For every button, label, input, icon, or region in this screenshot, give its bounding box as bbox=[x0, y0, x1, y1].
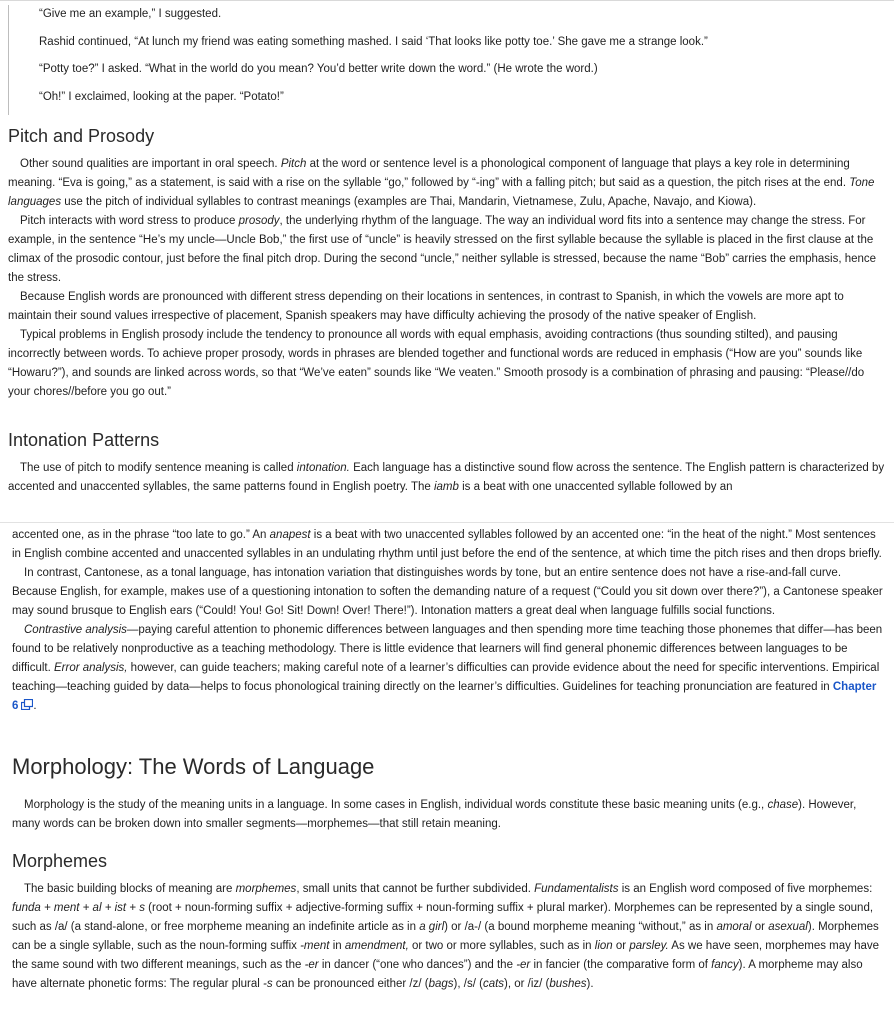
intonation-continued-body bbox=[12, 526, 884, 716]
paragraph: Because English words are pronounced with different stress depending on their locations in sentences, in contrast to Spanish, in which the vowels are more apt to maintain their sound values irrespective of placement, Spanish speakers may have difficulty achieving the prosody of the native speaker of English. bbox=[8, 291, 844, 322]
paragraph: Typical problems in English prosody include the tendency to pronounce all words with equal emphasis, avoiding contractions (thus sounding stilted), and pausing incorrectly between words. To achieve proper prosody, words in phrases are blended together and functional words are reduced in emphasis (“How are you” sounds like “Howaru?”), and sounds are linked across words, so that “We’ve eaten” sounds like “We veaten.” Smooth prosody is a combination of phrasing and pausing: “Please//do your chores//before you go out.” bbox=[8, 329, 865, 398]
intonation-section-body bbox=[8, 459, 886, 497]
dialogue-blockquote bbox=[8, 5, 894, 115]
paragraph: The basic building blocks of meaning are morphemes, small units that cannot be further subdivided. Fundamentalists is an English word composed of five morphemes: funda + ment + al + ist + s (root + noun-forming suffix + adjective-forming suffix + noun-forming suffix + plural marker). Morphemes can be represented by a single sound, such as /a/ (a stand-alone, or free morpheme meaning an indefinite article as in a girl) or /a-/ (a bound morpheme meaning “without,” as in amoral or asexual). Morphemes can be a single syllable, such as the noun-forming suffix -ment in amendment, or two or more syllables, such as in lion or parsley. As we have seen, morphemes may have the same sound with two different meanings, such as the -er in dancer (“one who dances”) and the -er in fancier (the comparative form of fancy). A morpheme may also have alternate phonetic forms: The regular plural -s can be pronounced either /z/ (bags), /s/ (cats), or /iz/ (bushes). bbox=[12, 883, 880, 990]
heading-morphemes: Morphemes bbox=[12, 851, 108, 871]
paragraph: Contrastive analysis—paying careful attention to phonemic differences between languages and then spending more time teaching those phonemes that differ—has been found to be relatively nonproductive as a teaching methodology. There is little evidence that learners will find general phonemic differences between languages to be difficult. Error analysis, however, can guide teachers; making careful note of a learner’s difficulties can provide evidence about the need for specific interventions. Empirical teaching—teaching guided by data—helps to focus phonological training directly on the learner’s difficulties. Guidelines for teaching pronunciation are featured in Chapter 6 . bbox=[12, 624, 883, 712]
paragraph: Pitch interacts with word stress to produce prosody, the underlying rhythm of the language. The way an individual word fits into a sentence may change the stress. For example, in the sentence “He’s my uncle—Uncle Bob,” the first use of “uncle” is heavily stressed on the first syllable because the syllable is placed in the first clause at the climax of the prosodic contour, just before the final pitch drop. During the second “uncle,” neither syllable is stressed, because the name “Bob” carries the emphasis, hence the stress. bbox=[8, 215, 877, 284]
chapter-6-link[interactable]: Chapter 6 bbox=[12, 681, 877, 712]
quote-line: “Potty toe?” I asked. “What in the world do you mean? You’d better write down the word.” (He wrote the word.) bbox=[39, 63, 598, 75]
heading-intonation-patterns: Intonation Patterns bbox=[8, 430, 160, 450]
quote-line: “Give me an example,” I suggested. bbox=[39, 8, 222, 20]
external-link-icon bbox=[21, 699, 33, 710]
paragraph: Other sound qualities are important in oral speech. Pitch at the word or sentence level is a phonological component of language that plays a key role in determining meaning. “Eva is going,” as a statement, is said with a rise on the syllable “go,” followed by “-ing” with a falling pitch; but said as a question, the pitch rises at the end. Tone languages use the pitch of individual syllables to contrast meanings (examples are Thai, Mandarin, Vietnamese, Zulu, Apache, Navajo, and Kiowa). bbox=[8, 158, 875, 208]
paragraph: The use of pitch to modify sentence meaning is called intonation. Each language has a distinctive sound flow across the sentence. The English pattern is characterized by accented and unaccented syllables, the same patterns found in English poetry. The iamb is a beat with one unaccented syllable followed by an bbox=[8, 462, 885, 493]
paragraph: In contrast, Cantonese, as a tonal language, has intonation variation that distinguishes words by tone, but an entire sentence does not have a rise-and-fall curve. Because English, for example, makes use of a questioning intonation to soften the demanding nature of a request (“Could you sit down over there?”), a Cantonese speaker may sound brusque to English ears (“Could! You! Go! Sit! Down! Over! There!”). Intonation matters a great deal when language fulfills social functions. bbox=[12, 567, 883, 617]
heading-morphology: Morphology: The Words of Language bbox=[12, 754, 375, 779]
page-divider bbox=[0, 522, 894, 523]
paragraph: accented one, as in the phrase “too late to go.” An anapest is a beat with two unaccented syllables followed by an accented one: “in the heat of the night.” Most sentences in English combine accented and unaccented syllables in an undulating rhythm until just before the end of the sentence, at which time the pitch rises and then drops briefly. bbox=[12, 529, 882, 560]
pitch-section-body bbox=[8, 155, 886, 402]
quote-line: “Oh!” I exclaimed, looking at the paper. “Potato!” bbox=[39, 90, 284, 103]
heading-pitch-prosody: Pitch and Prosody bbox=[8, 126, 155, 146]
morphology-section-body bbox=[12, 796, 884, 834]
paragraph: Morphology is the study of the meaning units in a language. In some cases in English, individual words constitute these basic meaning units (e.g., chase). However, many words can be broken down into smaller segments—morphemes—that still retain meaning. bbox=[12, 799, 857, 830]
quote-line: Rashid continued, “At lunch my friend was eating something mashed. I said ‘That looks like potty toe.’ She gave me a strange look.” bbox=[39, 35, 708, 48]
morphemes-section-body bbox=[12, 880, 884, 994]
